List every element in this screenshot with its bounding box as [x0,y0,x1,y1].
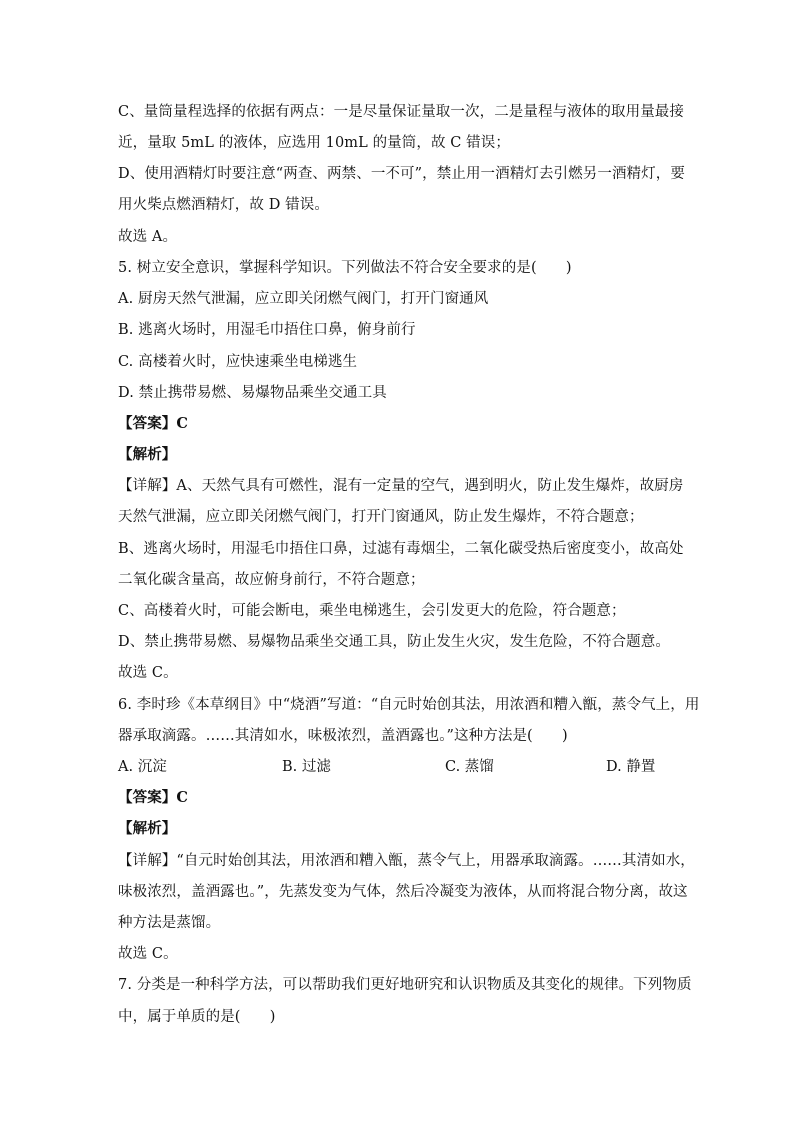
question-5-option-d: D. 禁止携带易燃、易爆物品乘坐交通工具 [118,385,387,401]
text-line: C、量筒量程选择的依据有两点：一是尽量保证量取一次，二是量程与液体的取用量最接 [118,104,684,120]
text-line: D、使用酒精灯时要注意“两查、两禁、一不可”，禁止用一酒精灯去引燃另一酒精灯，要 [118,166,685,182]
question-7-stem-continued: 中，属于单质的是( ) [118,1009,276,1025]
text-line: B、逃离火场时，用湿毛巾捂住口鼻，过滤有毒烟尘，二氧化碳受热后密度变小，故高处 [118,541,684,557]
question-6-options [118,758,683,776]
text-line: 近，量取 5mL 的液体，应选用 10mL 的量筒，故 C 错误； [118,135,510,151]
text-line: 故选 C。 [118,946,178,962]
text-line: D、禁止携带易燃、易爆物品乘坐交通工具，防止发生火灾，发生危险，不符合题意。 [118,634,670,650]
answer-label: 【答案】C [118,415,189,432]
question-5-stem: 5. 树立安全意识，掌握科学知识。下列做法不符合安全要求的是( ) [118,260,572,276]
question-6-stem-continued: 器承取滴露。……其清如水，味极浓烈，盖酒露也。”这种方法是( ) [118,728,568,744]
text-line: C、高楼着火时，可能会断电，乘坐电梯逃生，会引发更大的危险，符合题意； [118,603,626,619]
question-6-option-c: C. 蒸馏 [445,759,494,775]
question-5-option-c: C. 高楼着火时，应快速乘坐电梯逃生 [118,354,358,370]
question-5-option-b: B. 逃离火场时，用湿毛巾捂住口鼻，俯身前行 [118,322,416,338]
text-line: 故选 A。 [118,229,178,245]
text-line: 【详解】“自元时始创其法，用浓酒和糟入甑，蒸令气上，用器承取滴露。……其清如水， [118,853,695,869]
question-7-stem: 7. 分类是一种科学方法，可以帮助我们更好地研究和认识物质及其变化的规律。下列物质 [118,977,692,993]
analysis-label: 【解析】 [118,446,177,463]
analysis-label: 【解析】 [118,820,177,837]
text-line: 故选 C。 [118,665,178,681]
question-6-option-b: B. 过滤 [282,759,331,775]
text-line: 用火柴点燃酒精灯，故 D 错误。 [118,197,329,213]
question-6-option-d: D. 静置 [606,759,656,775]
question-5-option-a: A. 厨房天然气泄漏，应立即关闭燃气阀门，打开门窗通风 [118,291,489,307]
text-line: 天然气泄漏，应立即关闭燃气阀门，打开门窗通风，防止发生爆炸，不符合题意； [118,509,644,525]
text-line: 种方法是蒸馏。 [118,915,221,931]
text-line: 【详解】A、天然气具有可燃性，混有一定量的空气，遇到明火，防止发生爆炸，故厨房 [118,478,684,494]
text-line: 二氧化碳含量高，故应俯身前行，不符合题意； [118,572,425,588]
question-6-stem: 6. 李时珍《本草纲目》中“烧酒”写道：“自元时始创其法，用浓酒和糟入甑，蒸令气上，用 [118,697,700,713]
question-6-option-a: A. 沉淀 [118,759,167,775]
text-line: 味极浓烈，盖酒露也。”，先蒸发变为气体，然后冷凝变为液体，从而将混合物分离，故这 [118,884,688,900]
answer-label: 【答案】C [118,789,189,806]
